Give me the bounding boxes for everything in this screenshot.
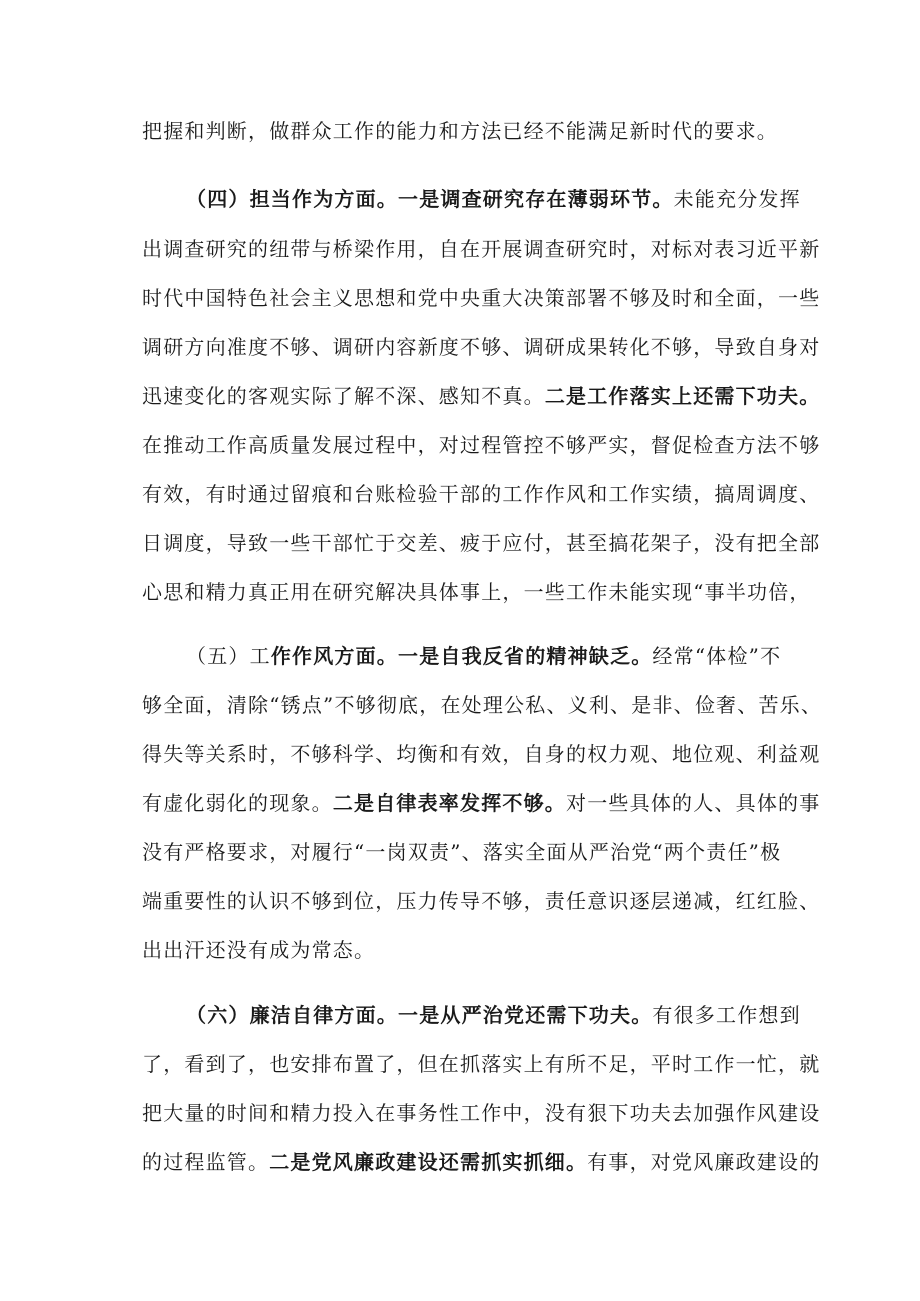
bold-run: 二是自律表率发挥不够。 — [332, 791, 567, 815]
text-run: 得失等关系时，不够科学、均衡和有效，自身的权力观、地位观、利益观 — [142, 742, 821, 766]
text-run: 有虚化弱化的现象。 — [142, 791, 333, 815]
text-run: 有很多工作想到 — [652, 1003, 801, 1027]
text-run: 经常“体检”不 — [652, 644, 782, 668]
bold-run: 二是党风廉政建设还需抓实抓细。 — [269, 1150, 588, 1174]
text-run: 出出汗还没有成为常态。 — [142, 938, 376, 962]
text-run: 有事，对党风廉政建设的 — [587, 1150, 821, 1174]
text-run: 未能充分发挥 — [673, 187, 801, 211]
text-run: 够全面，清除“锈点”不够彻底，在处理公私、义利、是非、俭奢、苦乐、 — [142, 693, 823, 717]
text-run: 出调查研究的纽带与桥梁作用，自在开展调查研究时，对标对表习近平新 — [142, 237, 821, 261]
bold-run: （六）廉洁自律方面。一是从严治党还需下功夫。 — [186, 1003, 653, 1027]
text-line — [142, 528, 821, 558]
text-line — [142, 381, 821, 411]
bold-run: 作作风方面。一是自我反省的精神缺乏。 — [270, 644, 653, 668]
text-run: 端重要性的认识不够到位，压力传导不够，责任意识逐层递减，红红脸、 — [142, 889, 821, 913]
text-line — [142, 837, 802, 867]
text-run: 有效，有时通过留痕和台账检验干部的工作作风和工作实绩，搞周调度、 — [142, 482, 821, 506]
section-heading-line — [186, 641, 846, 671]
text-line — [142, 1049, 821, 1079]
text-run: （五）工 — [186, 644, 271, 668]
text-run: 对一些具体的人、具体的事 — [566, 791, 821, 815]
text-run: 心思和精力真正用在研究解决具体事上，一些工作未能实现“事半功倍， — [142, 580, 811, 604]
bold-run: （四）担当作为方面。一是调查研究存在薄弱环节。 — [186, 187, 674, 211]
text-run: 没有严格要求，对履行“一岗双责”、落实全面从严治党“两个责任”极 — [142, 840, 782, 864]
text-line — [142, 690, 823, 720]
text-line — [142, 935, 802, 965]
text-line — [142, 788, 821, 818]
text-run: 把大量的时间和精力投入在事务性工作中，没有狠下功夫去加强作风建设 — [142, 1101, 821, 1125]
section-heading-line — [186, 1000, 846, 1030]
text-line — [142, 430, 821, 460]
text-line — [142, 1147, 821, 1177]
text-run: 迅速变化的客观实际了解不深、感知不真。 — [142, 384, 545, 408]
text-run: 日调度，导致一些干部忙于交差、疲于应付，甚至搞花架子，没有把全部 — [142, 531, 821, 555]
text-line — [142, 283, 821, 313]
text-run: 调研方向准度不够、调研内容新度不够、调研成果转化不够，导致自身对 — [142, 335, 821, 359]
text-line — [142, 577, 811, 607]
text-line — [142, 739, 821, 769]
text-line — [142, 116, 802, 146]
text-line — [142, 1098, 821, 1128]
text-line — [142, 479, 821, 509]
text-run: 的过程监管。 — [142, 1150, 270, 1174]
text-run: 时代中国特色社会主义思想和党中央重大决策部署不够及时和全面，一些 — [142, 286, 821, 310]
bold-run: 二是工作落实上还需下功夫。 — [544, 384, 821, 408]
text-run: 把握和判断，做群众工作的能力和方法已经不能满足新时代的要求。 — [142, 119, 778, 143]
section-heading-line — [186, 184, 846, 214]
text-line — [142, 234, 821, 264]
text-line — [142, 332, 821, 362]
text-line — [142, 886, 821, 916]
text-run: 了，看到了，也安排布置了，但在抓落实上有所不足，平时工作一忙，就 — [142, 1052, 821, 1076]
text-run: 在推动工作高质量发展过程中，对过程管控不够严实，督促检查方法不够 — [142, 433, 821, 457]
